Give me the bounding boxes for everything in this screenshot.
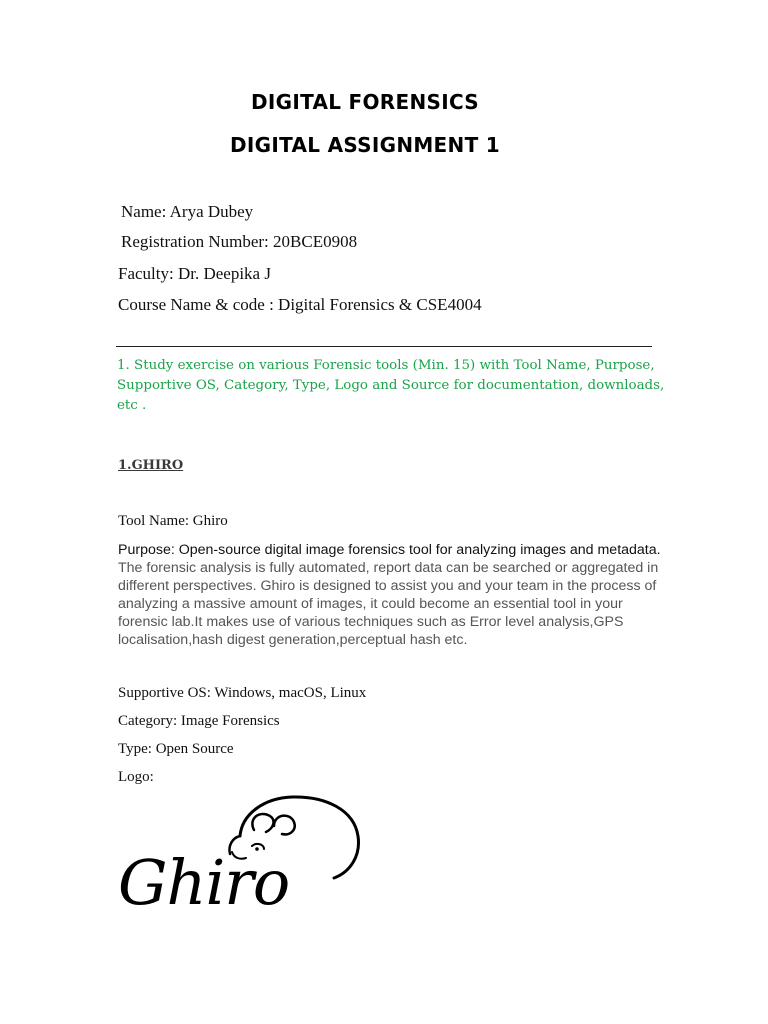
ghiro-logo-wordmark: Ghiro (118, 846, 290, 916)
logo-label: Logo: (118, 769, 154, 785)
category: Category: Image Forensics (118, 713, 280, 729)
ghiro-logo (114, 792, 364, 916)
purpose-lead: Purpose: Open-source digital image forensics tool for analyzing images and metadata. (118, 542, 661, 558)
assignment-title: DIGITAL ASSIGNMENT 1 (230, 133, 500, 157)
student-name: Name: Arya Dubey (121, 202, 254, 221)
supportive-os: Supportive OS: Windows, macOS, Linux (118, 685, 367, 701)
document-title: DIGITAL FORENSICS (250, 90, 480, 114)
horizontal-divider (116, 346, 652, 347)
tool-name: Tool Name: Ghiro (118, 513, 228, 529)
task-instruction: 1. Study exercise on various Forensic tools (Min. 15) with Tool Name, Purpose, Supportive OS, Category, Type, Logo and Source for documentation, downloads, etc . (117, 358, 665, 413)
registration-number: Registration Number: 20BCE0908 (121, 232, 358, 251)
type: Type: Open Source (118, 741, 234, 757)
purpose-detail: The forensic analysis is fully automated, report data can be searched or aggregated in different perspectives. Ghiro is designed to assist you and your team in the process of analyzing a massive amount of images, it could become an essential tool in your forensic lab.It makes use of various techniques such as Error level analysis,GPS localisation,hash digest generation,perceptual hash etc. (118, 560, 659, 648)
faculty: Faculty: Dr. Deepika J (118, 264, 271, 283)
course-name-code: Course Name & code : Digital Forensics & CSE4004 (118, 295, 482, 314)
tool-purpose (118, 541, 666, 649)
section-heading-ghiro: 1.GHIRO (118, 458, 184, 473)
